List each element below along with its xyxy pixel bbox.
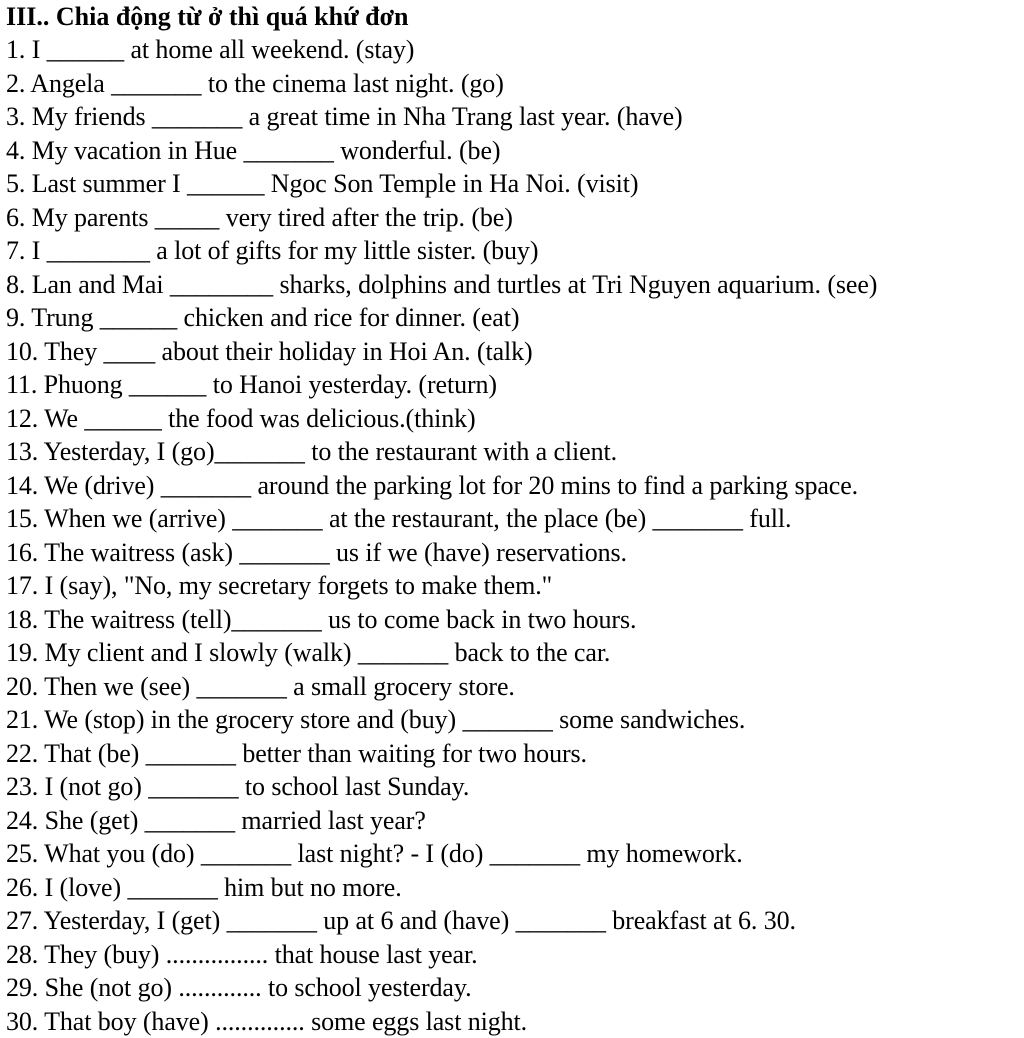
exercise-item: 13. Yesterday, I (go)_______ to the restaurant with a client. (6, 437, 618, 466)
exercise-item: 22. That (be) _______ better than waiting for two hours. (6, 738, 587, 768)
exercise-item: 19. My client and I slowly (walk) _______ back to the car. (6, 638, 611, 667)
exercise-item: 29. She (not go) ............. to school yesterday. (6, 973, 472, 1002)
exercise-item: 23. I (not go) _______ to school last Sunday. (6, 772, 470, 801)
exercise-item: 8. Lan and Mai ________ sharks, dolphins and turtles at Tri Nguyen aquarium. (see) (6, 269, 878, 299)
exercise-item: 1. I ______ at home all weekend. (stay) (6, 35, 415, 64)
exercise-item: 12. We ______ the food was delicious.(think) (6, 403, 476, 433)
exercise-item: 21. We (stop) in the grocery store and (buy) _______ some sandwiches. (6, 705, 746, 734)
exercise-item: 17. I (say), "No, my secretary forgets to make them." (6, 571, 553, 600)
exercise-item: 27. Yesterday, I (get) _______ up at 6 and (have) _______ breakfast at 6. 30. (6, 906, 796, 935)
exercise-item: 18. The waitress (tell)_______ us to come back in two hours. (6, 604, 637, 634)
exercise-item: 28. They (buy) ................ that house last year. (6, 939, 478, 969)
exercise-item: 20. Then we (see) _______ a small grocery store. (6, 671, 515, 701)
exercise-item: 14. We (drive) _______ around the parking lot for 20 mins to find a parking space. (6, 470, 859, 500)
exercise-item: 24. She (get) _______ married last year? (6, 805, 426, 835)
exercise-list (6, 33, 1018, 1038)
exercise-item: 7. I ________ a lot of gifts for my little sister. (buy) (6, 236, 539, 265)
exercise-item: 2. Angela _______ to the cinema last night. (go) (6, 68, 504, 98)
exercise-item: 4. My vacation in Hue _______ wonderful. (be) (6, 135, 501, 165)
exercise-item: 9. Trung ______ chicken and rice for dinner. (eat) (6, 303, 520, 332)
exercise-item: 15. When we (arrive) _______ at the restaurant, the place (be) _______ full. (6, 504, 792, 533)
exercise-item: 10. They ____ about their holiday in Hoi An. (talk) (6, 336, 533, 366)
exercise-title: III.. Chia động từ ở thì quá khứ đơn (6, 2, 409, 31)
exercise-item: 30. That boy (have) .............. some eggs last night. (6, 1006, 528, 1036)
exercise-item: 6. My parents _____ very tired after the trip. (be) (6, 202, 513, 232)
exercise-item: 5. Last summer I ______ Ngoc Son Temple in Ha Noi. (visit) (6, 169, 639, 198)
worksheet (6, 0, 1018, 1038)
exercise-item: 3. My friends _______ a great time in Nha Trang last year. (have) (6, 102, 683, 131)
exercise-item: 11. Phuong ______ to Hanoi yesterday. (return) (6, 370, 497, 399)
exercise-item: 16. The waitress (ask) _______ us if we (have) reservations. (6, 537, 627, 567)
exercise-item: 26. I (love) _______ him but no more. (6, 872, 402, 902)
exercise-item: 25. What you (do) _______ last night? - I (do) _______ my homework. (6, 839, 743, 868)
